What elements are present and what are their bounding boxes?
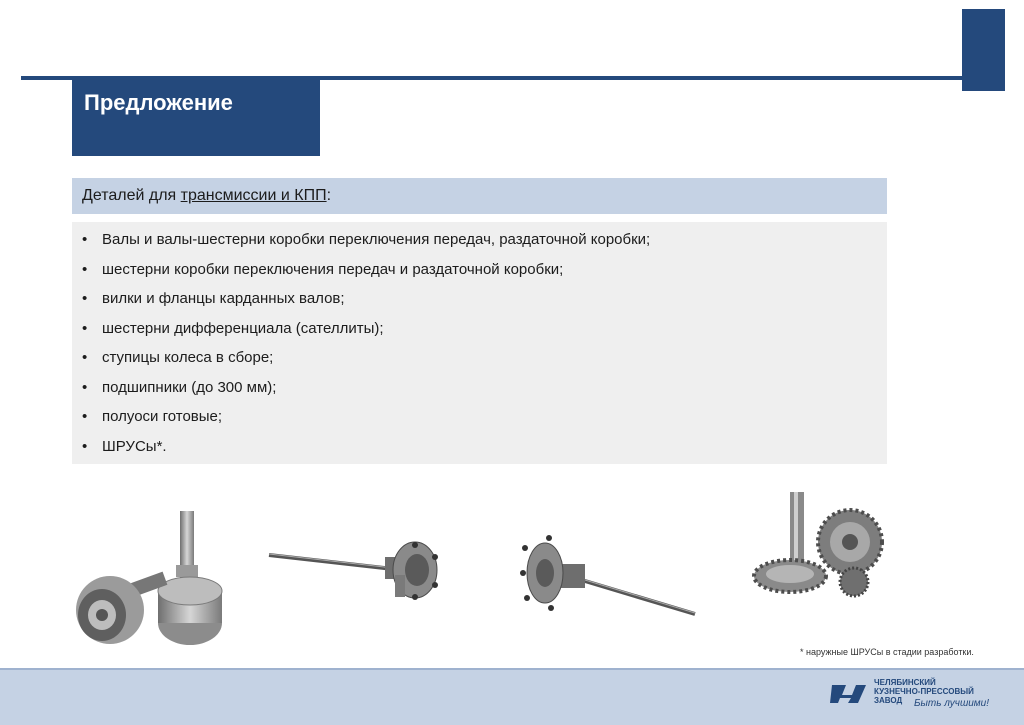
- footnote: * наружные ШРУСы в стадии разработки.: [800, 647, 974, 657]
- list-item: [82, 289, 650, 319]
- bullet: •: [82, 437, 88, 455]
- bullet: •: [82, 290, 88, 307]
- list-item-text: полуоси готовые;: [102, 408, 223, 425]
- bullet: •: [82, 260, 88, 278]
- list-item: [82, 378, 650, 408]
- bullet: •: [82, 231, 88, 248]
- header-prefix: Деталей для: [82, 187, 181, 204]
- list-item: [82, 319, 650, 349]
- list-item: [82, 348, 650, 378]
- gear-set-icon: [750, 490, 885, 600]
- section-header: [72, 178, 887, 214]
- list-item-text: вилки и фланцы карданных валов;: [102, 290, 345, 307]
- list-item: [82, 407, 650, 437]
- page-title: Предложение: [84, 90, 233, 115]
- company-logo: [830, 678, 1010, 718]
- logo-slogan: Быть лучшими!: [914, 698, 989, 709]
- axle-shaft-flange-icon: [515, 528, 700, 623]
- list-item: [82, 260, 650, 290]
- cv-joint-icon: [72, 505, 232, 650]
- list-item-text: шестерни коробки переключения передач и раздаточной коробки;: [102, 260, 564, 278]
- list-item-text: Валы и валы-шестерни коробки переключения передач, раздаточной коробки;: [102, 231, 651, 248]
- title-box: [72, 80, 320, 156]
- logo-company-name: ЧЕЛЯБИНСКИЙ КУЗНЕЧНО-ПРЕССОВЫЙ ЗАВОД: [874, 678, 974, 705]
- axle-shaft-icon: [265, 535, 450, 610]
- list-item-text: подшипники (до 300 мм);: [102, 378, 277, 396]
- bullet: •: [82, 319, 88, 337]
- parts-list-box: [72, 222, 887, 464]
- bullet: •: [82, 378, 88, 396]
- list-item-text: шестерни дифференциала (сателлиты);: [102, 319, 384, 337]
- list-item-text: ШРУСы*.: [102, 437, 167, 455]
- bullet: •: [82, 349, 88, 366]
- parts-list: [82, 230, 650, 466]
- list-item-text: ступицы колеса в сборе;: [102, 349, 274, 366]
- list-item: [82, 230, 650, 260]
- section-header-text: [82, 187, 331, 205]
- header-suffix: :: [326, 187, 332, 204]
- logo-mark-icon: [830, 681, 868, 707]
- bullet: •: [82, 408, 88, 425]
- header-underlined: трансмиссии и КПП: [180, 187, 327, 204]
- list-item: [82, 437, 650, 467]
